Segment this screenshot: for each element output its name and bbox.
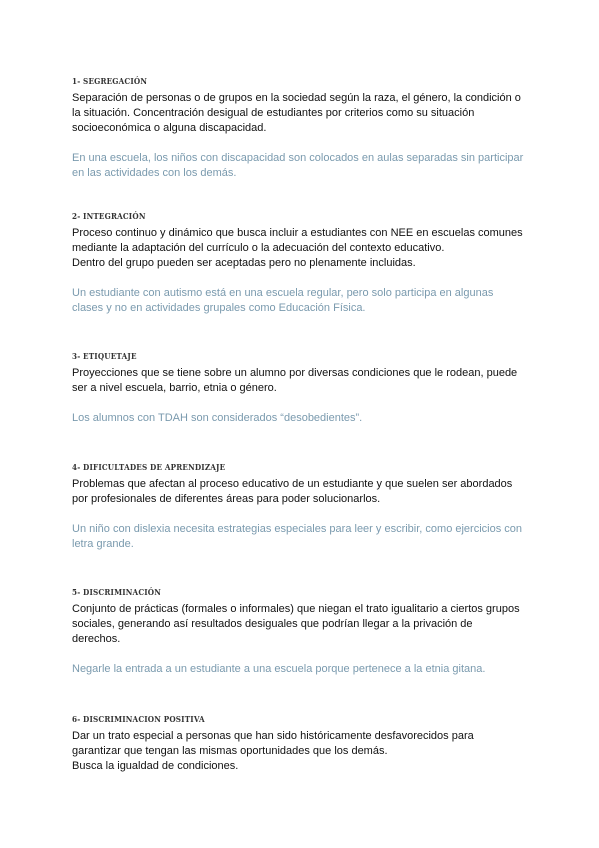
definition-line: garantizar que tengan las mismas oportunidades que los demás. [72,745,388,757]
section-integracion [72,211,532,316]
example-line: En una escuela, los niños con discapacidad son colocados en aulas separadas sin participar [72,152,524,164]
definition-line: Conjunto de prácticas (formales o informales) que niegan el trato igualitario a ciertos grupos [72,603,520,615]
example-line: Un niño con dislexia necesita estrategias especiales para leer y escribir, como ejercicios con [72,523,523,535]
definition-line: Proceso continuo y dinámico que busca incluir a estudiantes con NEE en escuelas comunes [72,227,523,239]
definition-line: Separación de personas o de grupos en la sociedad según la raza, el género, la condición o [72,92,521,104]
section-etiquetaje [72,351,532,426]
section-discriminacion [72,587,532,677]
definition-line: socioeconómica o alguna discapacidad. [72,122,267,134]
section-heading: 2- INTEGRACIÓN [72,212,146,222]
example-line: Los alumnos con TDAH son considerados “desobedientes”. [72,412,363,424]
example-line: Negarle la entrada a un estudiante a una escuela porque pertenece a la etnia gitana. [72,663,486,675]
example-line: Un estudiante con autismo está en una escuela regular, pero solo participa en algunas [72,287,494,299]
definition-line: sociales, generando así resultados desiguales que podrían llegar a la privación de [72,618,473,630]
definition-line: derechos. [72,633,121,645]
section-heading: 6- DISCRIMINACION POSITIVA [72,715,205,725]
definition-line: mediante la adaptación del currículo o la adecuación del contexto educativo. [72,242,445,254]
section-heading: 4- DIFICULTADES DE APRENDIZAJE [72,463,226,473]
example-line: letra grande. [72,538,134,550]
definition-line: Dentro del grupo pueden ser aceptadas pero no plenamente incluidas. [72,257,416,269]
definition-line: Busca la igualdad de condiciones. [72,760,239,772]
section-heading: 3- ETIQUETAJE [72,352,137,362]
definition-line: por profesionales de diferentes áreas para poder solucionarlos. [72,493,381,505]
definition-line: la situación. Concentración desigual de estudiantes por criterios como su situación [72,107,475,119]
example-line: en las actividades con los demás. [72,167,237,179]
definition-line: Proyecciones que se tiene sobre un alumno por diversas condiciones que le rodean, puede [72,367,518,379]
section-discriminacion-positiva [72,714,532,774]
definition-line: Dar un trato especial a personas que han sido históricamente desfavorecidos para [72,730,474,742]
definition-line: ser a nivel escuela, barrio, etnia o género. [72,382,277,394]
section-dificultades-aprendizaje [72,462,532,552]
section-segregacion [72,76,532,181]
definition-line: Problemas que afectan al proceso educativo de un estudiante y que suelen ser abordados [72,478,513,490]
section-heading: 5- DISCRIMINACIÓN [72,588,162,598]
example-line: clases y no en actividades grupales como Educación Física. [72,302,366,314]
section-heading: 1- SEGREGACIÓN [72,77,148,87]
